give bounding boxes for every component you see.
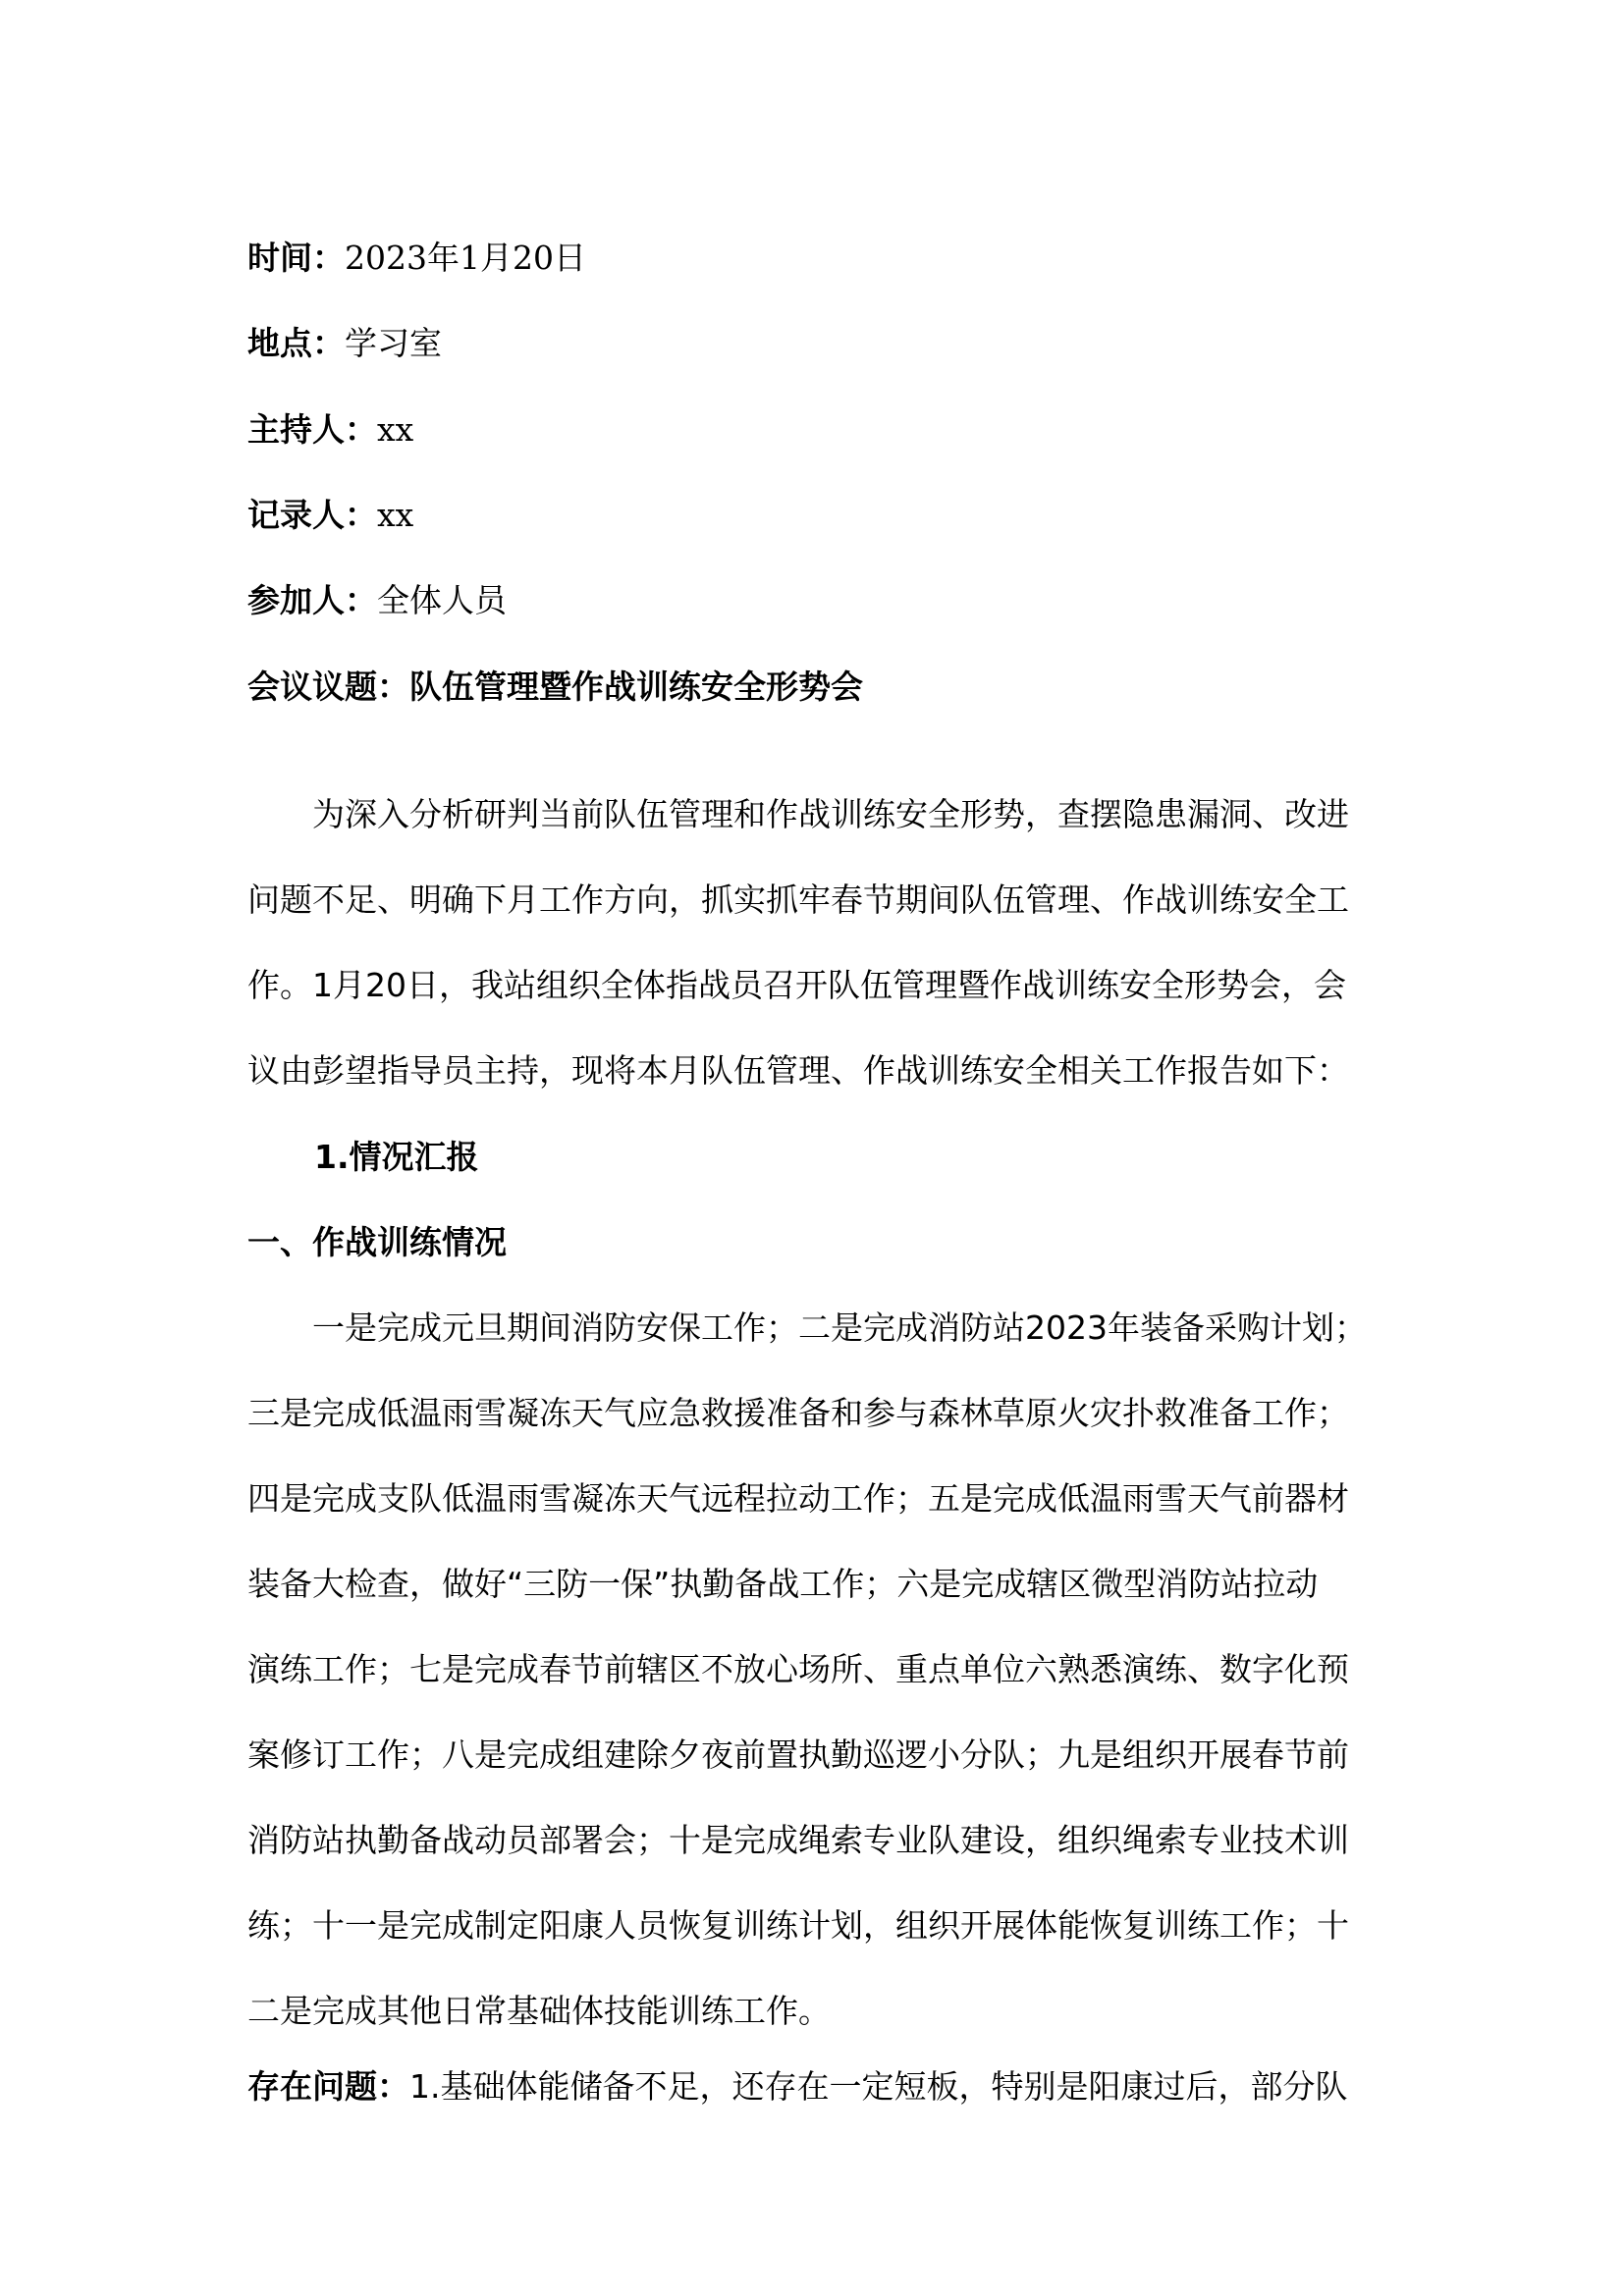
training-line: 装备大检查，做好“三防一保”执勤备战工作；六是完成辖区微型消防站拉动 [247,1565,1319,1603]
training-line: 消防站执勤备战动员部署会；十是完成绳索专业队建设，组织绳索专业技术训 [247,1821,1349,1859]
problems-line [247,2065,1386,2109]
intro-line: 问题不足、明确下月工作方向，抓实抓牢春节期间队伍管理、作战训练安全工 [247,881,1349,919]
meta-topic-label: 会议议题： [247,667,409,706]
section-heading-training: 一、作战训练情况 [247,1223,507,1261]
intro-line: 作。1月20日，我站组织全体指战员召开队伍管理暨作战训练安全形势会，会 [247,966,1346,1004]
meta-attendees [247,579,507,622]
problems-text: 1.基础体能储备不足，还存在一定短板，特别是阳康过后，部分队 [409,2067,1348,2106]
meta-time [247,237,586,280]
intro-line: 议由彭望指导员主持，现将本月队伍管理、作战训练安全相关工作报告如下： [247,1051,1349,1090]
meta-recorder-label: 记录人： [247,496,377,534]
meta-place-value: 学习室 [345,324,442,362]
problems-label: 存在问题： [247,2067,409,2106]
meta-place-label: 地点： [247,324,345,362]
training-line: 一是完成元旦期间消防安保工作；二是完成消防站2023年装备采购计划； [312,1308,1367,1347]
training-line: 二是完成其他日常基础体技能训练工作。 [247,1992,831,2030]
meta-time-value: 2023年1月20日 [345,239,586,277]
meta-host-label: 主持人： [247,410,377,449]
training-line: 四是完成支队低温雨雪凝冻天气远程拉动工作；五是完成低温雨雪天气前器材 [247,1479,1349,1518]
meta-recorder [247,494,413,537]
meta-place [247,322,442,365]
meta-recorder-value: xx [377,496,414,534]
training-line: 练；十一是完成制定阳康人员恢复训练计划，组织开展体能恢复训练工作；十 [247,1906,1349,1945]
meta-topic [247,666,863,709]
training-line: 三是完成低温雨雪凝冻天气应急救援准备和参与森林草原火灾扑救准备工作； [247,1394,1349,1432]
intro-line: 为深入分析研判当前队伍管理和作战训练安全形势，查摆隐患漏洞、改进 [312,795,1349,833]
meta-time-label: 时间： [247,239,345,277]
meta-attendees-label: 参加人： [247,581,377,619]
meta-host [247,408,413,452]
section-heading-report: 1.情况汇报 [314,1138,479,1176]
training-line: 案修订工作；八是完成组建除夕夜前置执勤巡逻小分队；九是组织开展春节前 [247,1735,1349,1774]
meta-host-value: xx [377,410,414,449]
meta-topic-value: 队伍管理暨作战训练安全形势会 [409,667,863,706]
training-line: 演练工作；七是完成春节前辖区不放心场所、重点单位六熟悉演练、数字化预 [247,1650,1349,1688]
meta-attendees-value: 全体人员 [377,581,507,619]
